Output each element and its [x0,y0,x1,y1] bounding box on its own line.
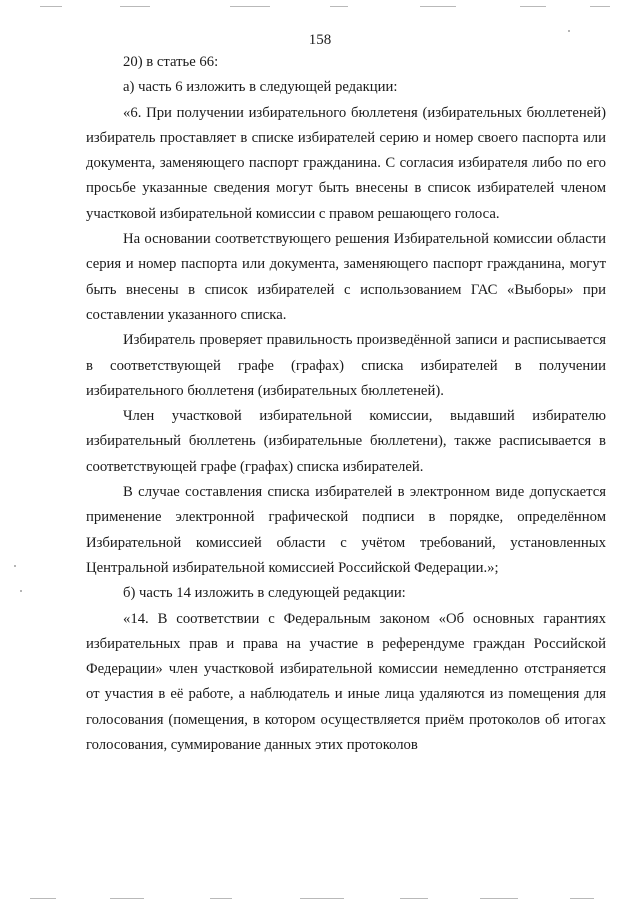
paragraph-part-14-intro: б) часть 14 изложить в следующей редакции: [123,585,406,602]
paragraph-voter-checks: Избиратель проверяет правильность произведённой записи и расписывается в соответствующей графе (графах) списка избирателей в получении избирательного бюллетеня (избирательных бюллетеней). [86,332,606,399]
scan-artifact-bottom [0,898,640,900]
paragraph-part-6-intro: а) часть 6 изложить в следующей редакции: [123,79,398,96]
paragraph-electronic-signature: В случае составления списка избирателей в электронном виде допускается применение электронной графической подписи в порядке, определённом Избирательной комиссией области с учётом требований, установленных Центральной избирательной комиссией Российской Федерации.»; [86,484,606,576]
paragraph-commission-member-signs: Член участковой избирательной комиссии, выдавший избирателю избирательный бюллетень (избирательные бюллетени), также расписывается в соответствующей графе (графах) списка избирателей. [86,408,606,475]
document-body [86,50,606,758]
page-number: 158 [308,32,332,48]
paragraph-part-14-text: «14. В соответствии с Федеральным законом «Об основных гарантиях избирательных прав и права на участие в референдуме граждан Российской Федерации» член участковой избирательной комиссии немедленно отстраняется от участия в её работе, а наблюдатель и иные лица удаляются из помещения для голосования (помещения, в котором осуществляется приём протоколов об итогах голосования, суммирование данных этих протоколов [86,610,606,754]
scan-artifact-dot [20,590,22,592]
paragraph-part-6-text: «6. При получении избирательного бюллетеня (избирательных бюллетеней) избиратель проставляет в списке избирателей серию и номер своего паспорта или документа, заменяющего паспорт гражданина. С согласия избирателя либо по его просьбе указанные сведения могут быть внесены в список избирателей членом участковой избирательной комиссии с правом решающего голоса. [86,104,606,222]
paragraph-article-66-intro: 20) в статье 66: [123,54,219,70]
scan-artifact-top [0,6,640,8]
paragraph-gas-vybory: На основании соответствующего решения Избирательной комиссии области серия и номер паспорта или документа, заменяющего паспорт гражданина, могут быть внесены в список избирателей с использованием ГАС «Выборы» при составлении указанного списка. [86,231,606,323]
scan-artifact-dot [14,565,16,567]
